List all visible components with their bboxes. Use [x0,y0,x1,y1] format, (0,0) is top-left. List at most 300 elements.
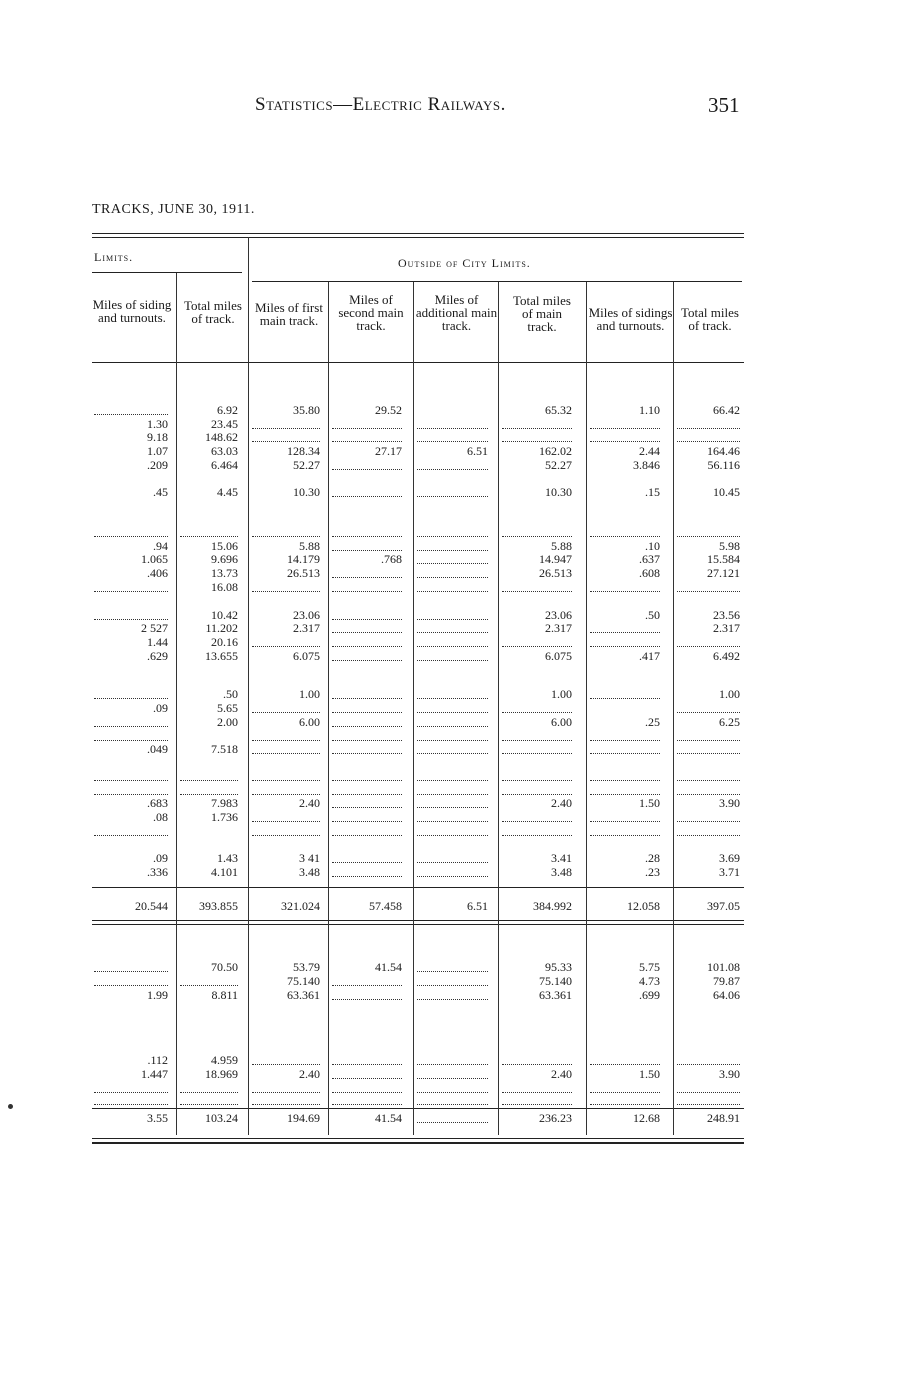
header-bottom-rule [92,362,744,363]
table-cell: 4.73 [639,974,660,988]
dotted-leader [94,414,168,415]
dotted-leader [590,780,660,781]
dotted-leader [94,591,168,592]
dotted-leader [180,794,238,795]
table-caption: TRACKS, JUNE 30, 1911. [92,202,255,217]
table-cell: 4.959 [211,1053,238,1067]
table-cell: 52.27 [545,458,572,472]
table-cell: .28 [645,851,660,865]
dotted-leader [417,740,488,741]
table-cell: 53.79 [293,960,320,974]
dotted-leader [417,619,488,620]
column-rule [586,282,587,1135]
table-cell: 3.69 [719,851,740,865]
dotted-leader [332,876,402,877]
dotted-leader [590,1092,660,1093]
table-cell: 10.42 [211,608,238,622]
dotted-leader [590,441,660,442]
dotted-leader [502,835,572,836]
column-rule [176,273,177,1135]
table-cell: 18.969 [205,1067,238,1081]
dotted-leader [502,780,572,781]
table-cell: .608 [639,566,660,580]
dotted-leader [590,632,660,633]
bottom-rule-2 [92,1142,744,1144]
table-cell: 79.87 [713,974,740,988]
table-cell: 6.075 [293,649,320,663]
dotted-leader [332,441,402,442]
table-cell: 7.983 [211,796,238,810]
table-cell: 57.458 [369,899,402,913]
dotted-leader [94,1104,168,1105]
table-cell: 5.65 [217,701,238,715]
dotted-leader [417,753,488,754]
table-cell: 15.06 [211,539,238,553]
table-cell: 63.361 [539,988,572,1002]
table-cell: 2.44 [639,444,660,458]
table-cell: 2.00 [217,715,238,729]
table-cell: 26.513 [287,566,320,580]
table-cell: 7.518 [211,742,238,756]
dotted-leader [590,821,660,822]
dotted-leader [332,712,402,713]
dotted-leader [417,469,488,470]
table-cell: 70.50 [211,960,238,974]
table-cell: 2 527 [141,621,168,635]
dotted-leader [94,794,168,795]
dotted-leader [677,1064,740,1065]
column-header: Miles of second main track. [338,292,404,333]
bottom-rule-1 [92,1138,744,1139]
dotted-leader [677,536,740,537]
dotted-leader [590,698,660,699]
table-cell: 1.07 [147,444,168,458]
subtotal-double-rule-1 [92,920,744,921]
table-cell: .768 [381,552,402,566]
dotted-leader [417,876,488,877]
table-cell: 12.68 [633,1111,660,1125]
table-cell: 5.88 [551,539,572,553]
dotted-leader [417,835,488,836]
table-cell: .08 [153,810,168,824]
table-cell: 6.492 [713,649,740,663]
dotted-leader [252,591,320,592]
dotted-leader [332,1064,402,1065]
dotted-leader [417,780,488,781]
dotted-leader [332,1092,402,1093]
table-cell: .45 [153,485,168,499]
table-cell: 6.51 [467,444,488,458]
column-header: Miles of additional main track. [415,292,498,333]
table-cell: 236.23 [539,1111,572,1125]
column-header: Miles of first main track. [255,300,323,328]
table-cell: 162.02 [539,444,572,458]
dotted-leader [252,794,320,795]
dotted-leader [252,1064,320,1065]
dotted-leader [590,591,660,592]
table-cell: 23.45 [211,417,238,431]
table-cell: 1.10 [639,403,660,417]
dotted-leader [332,807,402,808]
dotted-leader [502,821,572,822]
table-cell: .50 [223,687,238,701]
dotted-leader [590,835,660,836]
table-cell: 1.00 [551,687,572,701]
group-right-underline [252,281,742,282]
table-cell: .94 [153,539,168,553]
table-cell: .406 [147,566,168,580]
dotted-leader [417,862,488,863]
dotted-leader [252,536,320,537]
column-rule [498,282,499,1135]
table-cell: 20.544 [135,899,168,913]
table-cell: 23.06 [293,608,320,622]
dotted-leader [180,536,238,537]
dotted-leader [677,821,740,822]
dotted-leader [252,835,320,836]
table-cell: 1.43 [217,851,238,865]
table-cell: .209 [147,458,168,472]
table-cell: .09 [153,851,168,865]
dotted-leader [677,794,740,795]
dotted-leader [417,821,488,822]
table-cell: .699 [639,988,660,1002]
dotted-leader [417,563,488,564]
table-top-rule [92,233,744,234]
table-cell: .049 [147,742,168,756]
dotted-leader [417,1122,488,1123]
dotted-leader [94,780,168,781]
dotted-leader [332,591,402,592]
dotted-leader [590,753,660,754]
dotted-leader [94,536,168,537]
dotted-leader [180,780,238,781]
table-cell: .683 [147,796,168,810]
dotted-leader [417,726,488,727]
dotted-leader [180,1104,238,1105]
dotted-leader [252,1092,320,1093]
table-cell: 6.51 [467,899,488,913]
dotted-leader [590,794,660,795]
table-cell: 6.25 [719,715,740,729]
dotted-leader [94,835,168,836]
table-cell: 35.80 [293,403,320,417]
dotted-leader [332,835,402,836]
dotted-leader [332,698,402,699]
dotted-leader [502,1104,572,1105]
table-cell: 1.447 [141,1067,168,1081]
dotted-leader [502,428,572,429]
dotted-leader [417,1104,488,1105]
table-cell: 20.16 [211,635,238,649]
dotted-leader [252,712,320,713]
table-cell: 6.00 [551,715,572,729]
dotted-leader [180,1092,238,1093]
dotted-leader [590,428,660,429]
margin-speck [8,1104,13,1109]
dotted-leader [252,821,320,822]
dotted-leader [502,591,572,592]
dotted-leader [252,780,320,781]
dotted-leader [332,428,402,429]
dotted-leader [332,646,402,647]
table-cell: 384.992 [533,899,572,913]
dotted-leader [332,496,402,497]
table-cell: 1.30 [147,417,168,431]
dotted-leader [94,985,168,986]
dotted-leader [677,740,740,741]
table-cell: 1.50 [639,796,660,810]
table-cell: 2.40 [299,796,320,810]
dotted-leader [180,985,238,986]
dotted-leader [332,726,402,727]
dotted-leader [417,971,488,972]
dotted-leader [502,712,572,713]
table-cell: 27.121 [707,566,740,580]
table-cell: 2.317 [713,621,740,635]
dotted-leader [590,740,660,741]
dotted-leader [332,753,402,754]
dotted-leader [677,428,740,429]
dotted-leader [502,794,572,795]
dotted-leader [417,999,488,1000]
table-cell: 23.06 [545,608,572,622]
dotted-leader [94,971,168,972]
table-cell: 4.101 [211,865,238,879]
dotted-leader [252,1104,320,1105]
dotted-leader [677,591,740,592]
dotted-leader [332,1104,402,1105]
dotted-leader [417,441,488,442]
table-cell: 10.30 [545,485,572,499]
dotted-leader [332,619,402,620]
dotted-leader [332,780,402,781]
table-cell: 1.736 [211,810,238,824]
dotted-leader [417,712,488,713]
dotted-leader [417,698,488,699]
dotted-leader [590,536,660,537]
dotted-leader [502,536,572,537]
table-cell: 3.55 [147,1111,168,1125]
dotted-leader [332,740,402,741]
table-cell: 321.024 [281,899,320,913]
dotted-leader [252,646,320,647]
table-cell: 101.08 [707,960,740,974]
table-cell: 63.361 [287,988,320,1002]
table-cell: .336 [147,865,168,879]
dotted-leader [332,660,402,661]
table-cell: .637 [639,552,660,566]
table-cell: 52.27 [293,458,320,472]
table-cell: 41.54 [375,1111,402,1125]
group-left-underline [92,272,242,273]
dotted-leader [417,496,488,497]
table-cell: 4.45 [217,485,238,499]
table-cell: 56.116 [707,458,740,472]
dotted-leader [332,577,402,578]
table-cell: 2.40 [551,796,572,810]
table-cell: 3.846 [633,458,660,472]
table-cell: 9.18 [147,430,168,444]
dotted-leader [502,740,572,741]
table-cell: 148.62 [205,430,238,444]
table-cell: .629 [147,649,168,663]
table-cell: 14.947 [539,552,572,566]
table-cell: 3.41 [551,851,572,865]
table-cell: 65.32 [545,403,572,417]
dotted-leader [677,646,740,647]
table-cell: 14.179 [287,552,320,566]
table-cell: 3.90 [719,1067,740,1081]
table-cell: 75.140 [539,974,572,988]
dotted-leader [502,753,572,754]
dotted-leader [417,646,488,647]
table-cell: 393.855 [199,899,238,913]
table-cell: 27.17 [375,444,402,458]
subtotal-double-rule-2 [92,924,744,925]
table-cell: 11.202 [205,621,238,635]
table-cell: 1.00 [299,687,320,701]
table-cell: 12.058 [627,899,660,913]
table-cell: 248.91 [707,1111,740,1125]
dotted-leader [332,794,402,795]
table-cell: 2.317 [545,621,572,635]
table-cell: 15.584 [707,552,740,566]
dotted-leader [332,999,402,1000]
column-rule [413,282,414,1135]
dotted-leader [502,1092,572,1093]
column-rule [328,282,329,1135]
group-heading-limits: Limits. [94,250,134,264]
table-cell: 9.696 [211,552,238,566]
table-cell: 6.00 [299,715,320,729]
table-cell: 29.52 [375,403,402,417]
table-cell: 10.30 [293,485,320,499]
dotted-leader [417,428,488,429]
dotted-leader [677,712,740,713]
group-heading-outside-city: Outside of City Limits. [398,256,531,270]
table-cell: 66.42 [713,403,740,417]
dotted-leader [332,821,402,822]
table-cell: 3.90 [719,796,740,810]
table-cell: 6.92 [217,403,238,417]
column-header: Miles of sidings and turnouts. [588,305,673,333]
table-cell: 5.75 [639,960,660,974]
dotted-leader [94,726,168,727]
table-cell: 16.08 [211,580,238,594]
table-cell: 3.48 [551,865,572,879]
dotted-leader [417,985,488,986]
dotted-leader [417,550,488,551]
table-cell: 41.54 [375,960,402,974]
dotted-leader [417,1078,488,1079]
column-header: Miles of siding and turnouts. [92,297,172,325]
dotted-leader [332,1078,402,1079]
table-cell: 164.46 [707,444,740,458]
table-cell: 103.24 [205,1111,238,1125]
dotted-leader [332,536,402,537]
table-cell: 6.075 [545,649,572,663]
dotted-leader [677,1092,740,1093]
table-cell: .50 [645,608,660,622]
dotted-leader [590,1104,660,1105]
table-cell: 13.73 [211,566,238,580]
dotted-leader [252,441,320,442]
running-head-title: Statistics—Electric Railways. [255,94,506,115]
dotted-leader [677,753,740,754]
table-cell: 3.71 [719,865,740,879]
table-cell: 128.34 [287,444,320,458]
dotted-leader [590,646,660,647]
table-cell: 63.03 [211,444,238,458]
table-cell: 1.00 [719,687,740,701]
dotted-leader [94,698,168,699]
table-cell: 1.99 [147,988,168,1002]
table-cell: 2.317 [293,621,320,635]
dotted-leader [417,1064,488,1065]
table-cell: 10.45 [713,485,740,499]
column-header: Total miles of track. [681,305,739,333]
table-cell: 3.48 [299,865,320,879]
table-cell: 5.98 [719,539,740,553]
table-cell: 75.140 [287,974,320,988]
dotted-leader [417,632,488,633]
table-cell: 6.464 [211,458,238,472]
subtotal-rule [92,887,744,888]
table-cell: 95.33 [545,960,572,974]
dotted-leader [252,753,320,754]
table-cell: 5.88 [299,539,320,553]
dotted-leader [502,646,572,647]
table-cell: 2.40 [299,1067,320,1081]
dotted-leader [417,577,488,578]
column-rule [673,282,674,1135]
table-cell: 1.065 [141,552,168,566]
dotted-leader [94,740,168,741]
dotted-leader [502,441,572,442]
column-header: Total miles of main track. [513,293,571,334]
dotted-leader [677,835,740,836]
table-cell: 2.40 [551,1067,572,1081]
table-cell: .25 [645,715,660,729]
dotted-leader [417,807,488,808]
table-cell: 1.44 [147,635,168,649]
table-cell: 1.50 [639,1067,660,1081]
dotted-leader [332,985,402,986]
dotted-leader [332,550,402,551]
dotted-leader [417,794,488,795]
table-cell: .15 [645,485,660,499]
dotted-leader [94,619,168,620]
table-cell: 26.513 [539,566,572,580]
table-cell: 64.06 [713,988,740,1002]
table-cell: .09 [153,701,168,715]
table-cell: 397.05 [707,899,740,913]
dotted-leader [417,660,488,661]
dotted-leader [252,740,320,741]
dotted-leader [417,1092,488,1093]
dotted-leader [502,1064,572,1065]
dotted-leader [252,428,320,429]
column-header: Total miles of track. [184,298,242,326]
dotted-leader [417,536,488,537]
dotted-leader [677,1104,740,1105]
page-number: 351 [708,93,740,117]
total-rule [92,1108,744,1109]
dotted-leader [332,469,402,470]
table-top-rule-2 [92,237,744,238]
table-cell: .417 [639,649,660,663]
